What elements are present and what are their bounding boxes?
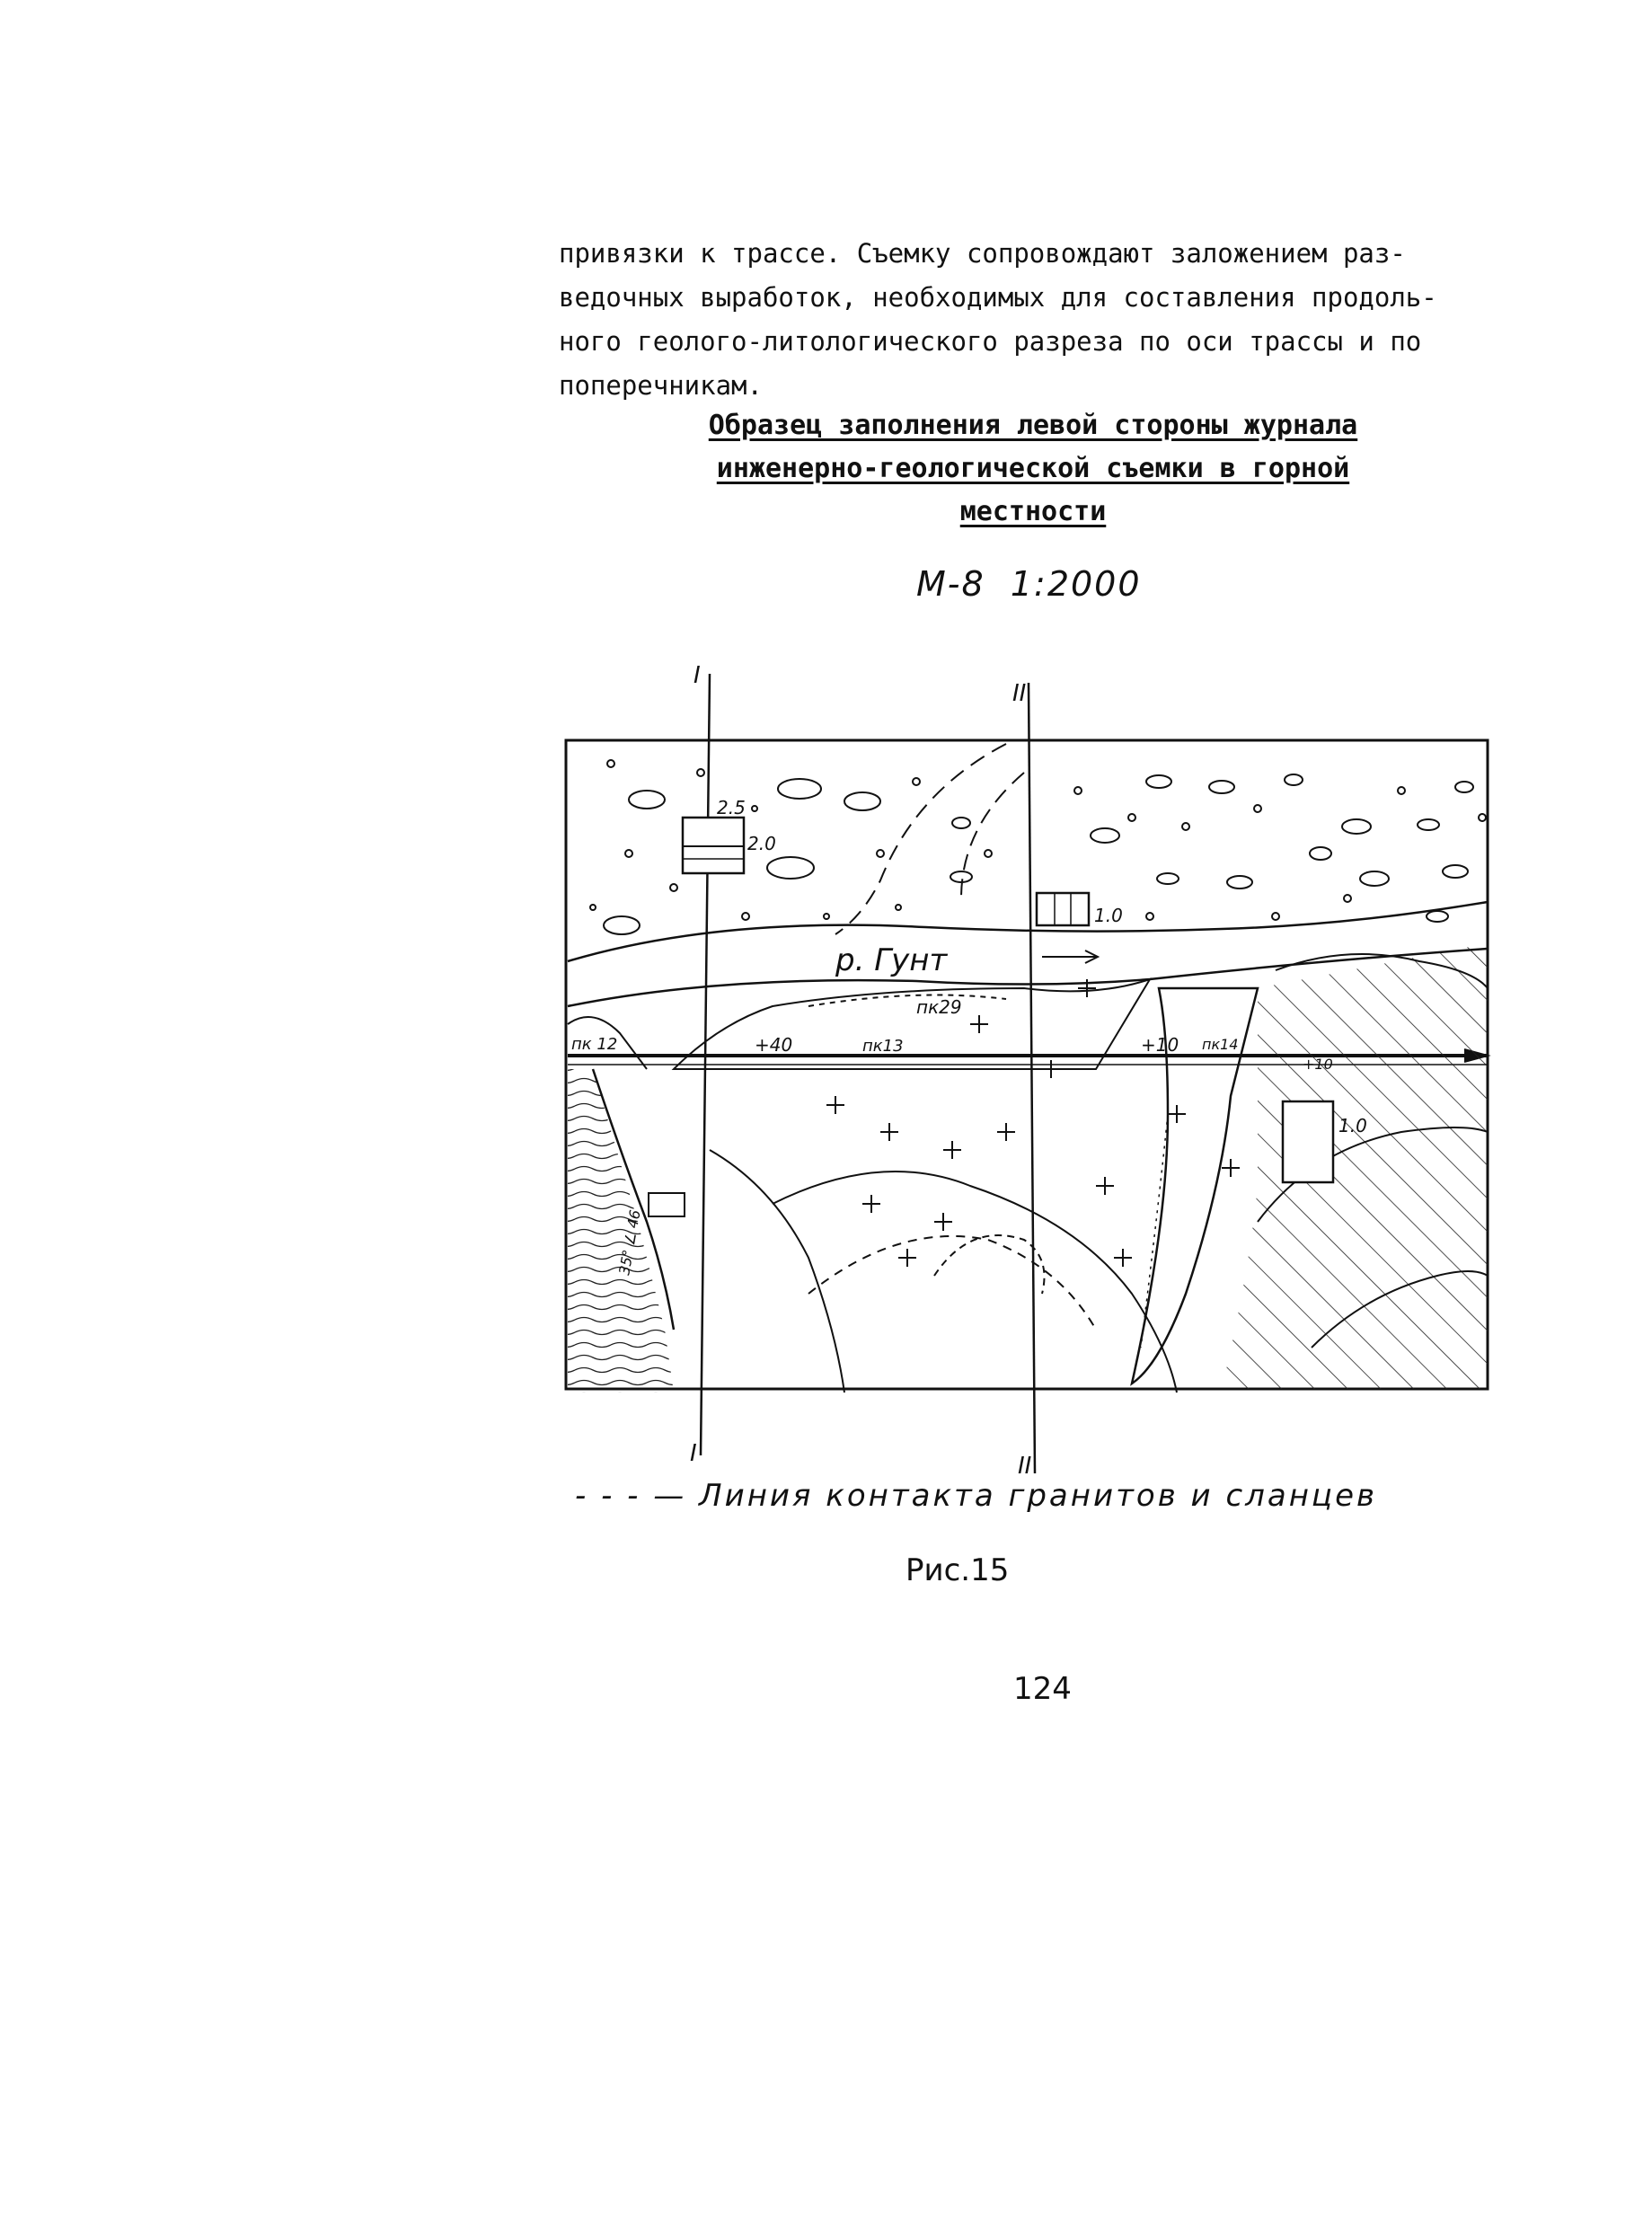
section-label: I bbox=[693, 662, 701, 689]
heading-line: инженерно-геологической съемки в горной bbox=[716, 453, 1350, 484]
section-label: I bbox=[690, 1440, 697, 1467]
paragraph-line: ведочных выработок, необходимых для составления продоль- bbox=[559, 282, 1437, 313]
heading-line: Образец заполнения левой стороны журнала bbox=[708, 410, 1358, 441]
pit-value: 1.0 bbox=[1338, 1115, 1367, 1136]
picket-label: +10 bbox=[1141, 1034, 1179, 1056]
picket-label: +10 bbox=[1303, 1056, 1333, 1073]
paragraph-line: ного геолого-литологического разреза по оси трассы и по bbox=[559, 326, 1422, 357]
figure-caption: Рис.15 bbox=[906, 1552, 1010, 1588]
picket-label: пк 12 bbox=[571, 1035, 618, 1054]
map-scale: М-8 1:2000 bbox=[916, 564, 1142, 604]
section-line-II bbox=[1029, 683, 1035, 1473]
river-label: р. Гунт bbox=[835, 942, 948, 978]
sample-heading bbox=[629, 404, 1437, 534]
picket-label: пк13 bbox=[862, 1037, 904, 1056]
pit-depth: 2.5 bbox=[717, 797, 746, 818]
page-number: 124 bbox=[1013, 1671, 1072, 1707]
section-label: II bbox=[1018, 1453, 1032, 1480]
body-paragraph bbox=[559, 232, 1475, 408]
picket-label: пк29 bbox=[916, 996, 962, 1018]
paragraph-line: поперечникам. bbox=[559, 370, 763, 401]
picket-label: пк14 bbox=[1202, 1036, 1239, 1053]
map-legend: - - - — Линия контакта гранитов и сланцев bbox=[575, 1478, 1378, 1514]
paragraph-line: привязки к трассе. Съемку сопровождают заложением раз- bbox=[559, 238, 1406, 269]
geological-map bbox=[539, 647, 1536, 1482]
section-label: II bbox=[1012, 680, 1027, 707]
strike-label: 35° ∠ 46 bbox=[615, 1208, 644, 1277]
picket-label: +40 bbox=[755, 1034, 793, 1056]
heading-line: местности bbox=[959, 496, 1107, 527]
pit-value: 1.0 bbox=[1094, 905, 1123, 926]
pit-value: 2.0 bbox=[747, 833, 776, 854]
